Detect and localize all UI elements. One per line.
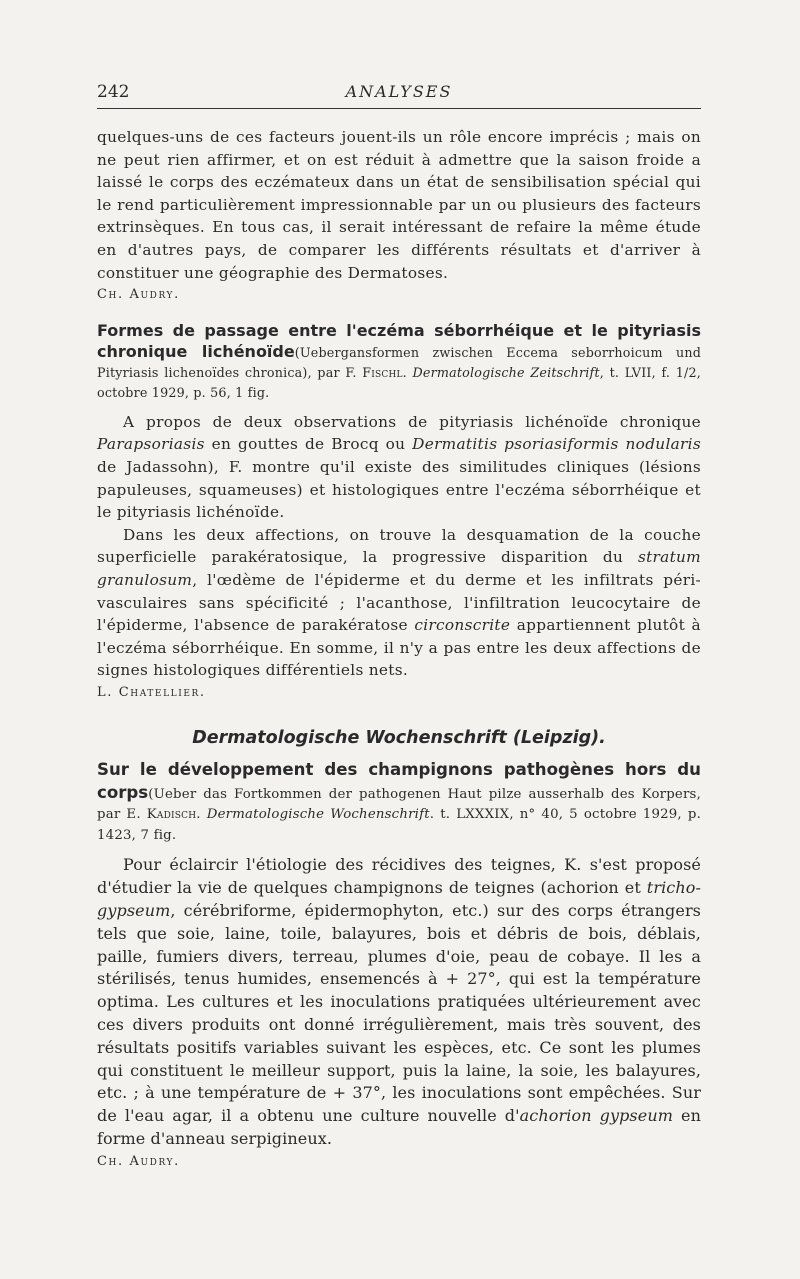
text-run: , l'œdème de l'épiderme et du derme et les infiltrats péri-vasculaires sans spécificité ; l'acanthose, l'infiltration leucocytaire de l'épiderme, l'absence de parakératose [97,570,701,635]
reference-separator: . [196,807,207,823]
text-run: appartiennent plutôt à l'eczéma séborrhéique. En somme, il n'y a pas entre les deux affections de signes histologiques différentiels nets. [97,616,701,680]
text-run: en gouttes de Brocq ou [204,435,413,454]
text-run: , cérébriforme, épidermophyton, etc.) sur des corps étrangers tels que soie, laine, toile, balayures, bois et débris de bois, déblais, paille, fumiers divers, terreau, plumes d'oie, peau de cobaye. Il les a stérilisés, tenus humides, ensemencés à + 27°, qui est la température optima. Les cultures et les inoculations pratiquées ultérieurement avec ces divers produits ont donné irrégulièrement, mais très souvent, des résultats positifs variables suivant les espèces, etc. Ce sont les plumes qui constituent le meilleur support, puis la laine, la soie, les balayures, etc. ; à une température de + 37°, les inoculations sont empêchées. Sur de l'eau agar, il a obtenu une culture nouvelle d' [97,901,701,1126]
continued-paragraph: quelques-uns de ces facteurs jouent-ils un rôle encore imprécis ; mais on ne peut rien affirmer, et on est réduit à admettre que la saison froide a laissé le corps des eczémateux dans un état de sensibilisation spécial qui le rend particulièrement impressionnable par un ou plusieurs des facteurs extrinsèques. En tous cas, il serait intéressant de refaire la même étude en d'autres pays, de comparer les différents résultats et d'arriver à constituer une géographie des Dermatoses. [97,128,701,282]
header-rule [97,108,701,109]
page-header [97,82,701,106]
journal-heading: Dermatologische Wochenschrift (Leipzig). [192,728,606,749]
reference-intro: (Uebergansformen zwischen Eccema seborrhoicum und Pityriasis lichenoïdes chronica), par F. [97,344,702,380]
italic-term: Dermatitis psoriasiformis nodularis [412,435,702,454]
spacer [97,846,701,854]
text-run: Pour éclaircir l'étiologie des récidives des teignes, K. s'est proposé d'étudier la vie de quelques champignons de teignes (achorion et [97,855,701,898]
signature: Ch. Audry. [97,287,180,303]
article-paragraph [97,411,701,524]
italic-term: Parapsoriasis [97,435,205,454]
text-run: en forme d'anneau serpigineux. [97,1106,701,1149]
article-header [97,760,701,846]
page-body [97,126,701,1173]
article-title: Formes de passage entre l'eczéma séborrhéique et le pityriasis chronique lichénoïde [97,320,701,361]
italic-term: circonscrite [414,616,511,635]
text-run: de Jadassohn), F. montre qu'il existe des similitudes cliniques (lésions papuleuses, squameuses) et histologiques entre l'eczéma séborrhéique et le pityriasis lichénoïde. [97,457,701,522]
reference-author: Fischl [362,364,403,380]
reference-details: . t. LXXXIX, n° 40, 5 octobre 1929, p. 1423, 7 fig. [97,807,702,843]
italic-term: stratum granulosum [97,548,701,589]
article-header [97,321,701,403]
reference-author: Kadisch [146,807,197,823]
italic-term: tricho-gypseum [97,878,701,921]
italic-term: achorion gypseum [519,1106,673,1126]
reference-details: , t. LVII, f. 1/2, octobre 1929, p. 56, 1 fig. [97,364,702,400]
reference-journal: Dermatologische Zeitschrift [412,364,600,380]
reference-journal: Dermatologische Wochenschrift [206,807,430,823]
reference-separator: . [402,364,413,380]
signature: Ch. Audry. [97,1153,180,1169]
reference-intro: (Ueber das Fortkommen der pathogenen Haut pilze ausserhalb des Korpers, par E. [97,786,701,823]
signature: L. Chatellier. [97,684,206,700]
article-title: Sur le développement des champignons pathogènes hors du corps [97,760,701,802]
text-run: Dans les deux affections, on trouve la desquamation de la couche superficielle parakératosique, la progressive disparition du [97,525,701,567]
article-paragraph [97,854,701,1150]
text-run: A propos de deux observations de pityriasis lichénoïde chronique [123,412,701,431]
running-title: ANALYSES [345,82,453,101]
page-number: 242 [97,82,130,102]
article-paragraph [97,524,701,682]
spacer [97,403,701,411]
